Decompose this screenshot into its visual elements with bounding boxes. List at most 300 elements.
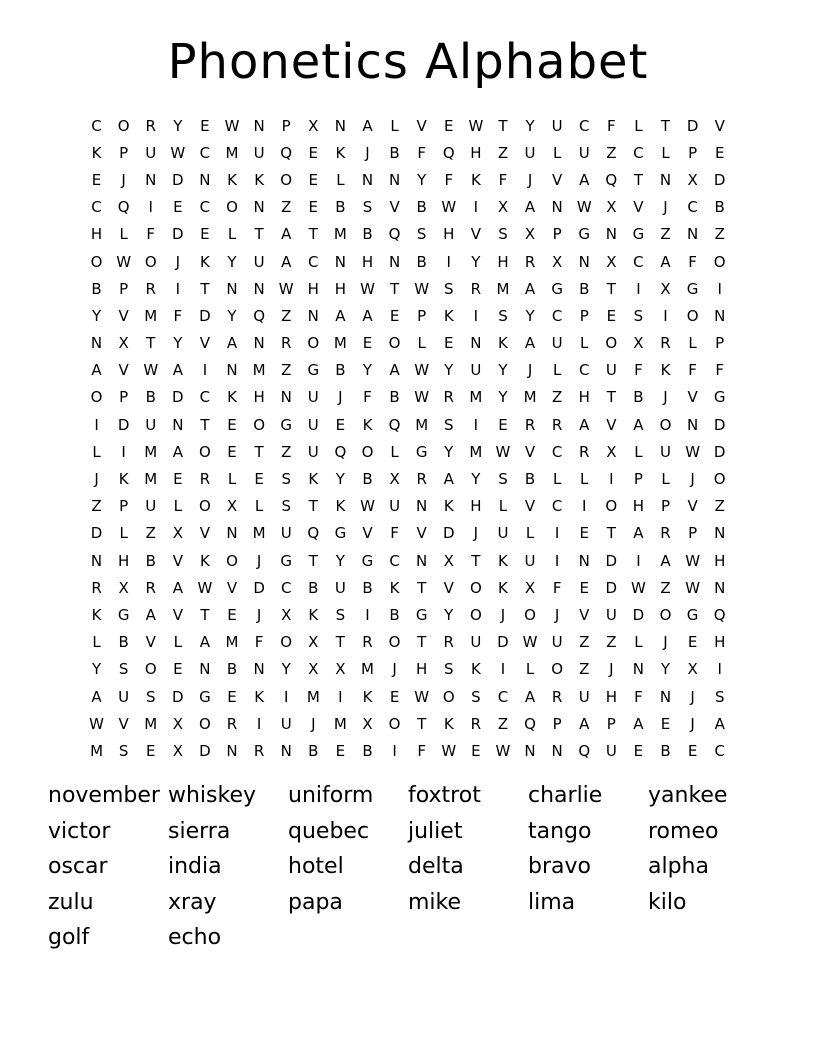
grid-letter[interactable]: I bbox=[392, 741, 397, 760]
grid-letter[interactable]: A bbox=[579, 714, 590, 733]
grid-letter[interactable]: U bbox=[334, 578, 346, 597]
grid-letter[interactable]: T bbox=[308, 497, 318, 516]
grid-letter[interactable]: B bbox=[335, 361, 346, 380]
grid-letter[interactable]: L bbox=[580, 334, 589, 353]
grid-letter[interactable]: P bbox=[417, 306, 427, 325]
grid-letter[interactable]: R bbox=[253, 741, 265, 760]
grid-letter[interactable]: J bbox=[311, 714, 316, 733]
grid-letter[interactable]: M bbox=[252, 524, 266, 543]
grid-letter[interactable]: P bbox=[119, 497, 129, 516]
grid-letter[interactable]: X bbox=[687, 660, 698, 679]
grid-letter[interactable]: R bbox=[470, 714, 482, 733]
grid-letter[interactable]: V bbox=[199, 334, 211, 353]
grid-letter[interactable]: O bbox=[713, 252, 726, 271]
grid-letter[interactable]: W bbox=[685, 578, 701, 597]
grid-letter[interactable]: R bbox=[551, 415, 563, 434]
grid-letter[interactable]: U bbox=[578, 687, 590, 706]
grid-letter[interactable]: V bbox=[416, 116, 427, 135]
grid-letter[interactable]: I bbox=[94, 415, 99, 434]
grid-letter[interactable]: F bbox=[417, 741, 426, 760]
grid-letter[interactable]: B bbox=[308, 578, 319, 597]
grid-letter[interactable]: X bbox=[335, 660, 346, 679]
grid-letter[interactable]: X bbox=[362, 714, 373, 733]
grid-letter[interactable]: E bbox=[389, 687, 400, 706]
grid-letter[interactable]: V bbox=[172, 605, 183, 624]
grid-letter[interactable]: W bbox=[414, 361, 430, 380]
grid-letter[interactable]: E bbox=[200, 116, 210, 135]
grid-letter[interactable]: B bbox=[389, 143, 400, 162]
grid-letter[interactable]: L bbox=[525, 660, 535, 679]
grid-letter[interactable]: W bbox=[441, 198, 457, 217]
grid-letter[interactable]: N bbox=[714, 524, 726, 543]
grid-letter[interactable]: K bbox=[227, 388, 237, 407]
grid-letter[interactable]: N bbox=[686, 415, 699, 434]
grid-letter[interactable]: A bbox=[281, 252, 292, 271]
grid-letter[interactable]: J bbox=[690, 714, 695, 733]
grid-letter[interactable]: J bbox=[663, 633, 668, 652]
grid-letter[interactable]: T bbox=[606, 388, 616, 407]
grid-letter[interactable]: O bbox=[280, 170, 293, 189]
grid-letter[interactable]: H bbox=[118, 551, 130, 570]
grid-letter[interactable]: C bbox=[714, 741, 725, 760]
grid-letter[interactable]: Q bbox=[253, 306, 266, 325]
grid-letter[interactable]: W bbox=[495, 442, 511, 461]
grid-letter[interactable]: N bbox=[632, 660, 645, 679]
grid-letter[interactable]: E bbox=[227, 442, 237, 461]
grid-letter[interactable]: D bbox=[199, 306, 211, 325]
grid-letter[interactable]: D bbox=[713, 170, 726, 189]
grid-letter[interactable]: A bbox=[579, 415, 590, 434]
grid-letter[interactable]: E bbox=[145, 741, 156, 760]
grid-letter[interactable]: U bbox=[145, 497, 157, 516]
grid-letter[interactable]: O bbox=[659, 605, 672, 624]
grid-letter[interactable]: I bbox=[473, 306, 479, 325]
grid-letter[interactable]: O bbox=[144, 660, 157, 679]
grid-letter[interactable]: N bbox=[714, 306, 726, 325]
grid-letter[interactable]: L bbox=[634, 442, 643, 461]
grid-letter[interactable]: V bbox=[145, 633, 156, 652]
grid-letter[interactable]: C bbox=[633, 143, 644, 162]
grid-letter[interactable]: T bbox=[146, 334, 156, 353]
grid-letter[interactable]: B bbox=[389, 388, 400, 407]
grid-letter[interactable]: L bbox=[552, 470, 562, 489]
grid-letter[interactable]: R bbox=[660, 334, 671, 353]
grid-letter[interactable]: C bbox=[389, 551, 400, 570]
grid-letter[interactable]: N bbox=[199, 660, 211, 679]
grid-letter[interactable]: R bbox=[91, 578, 102, 597]
grid-letter[interactable]: H bbox=[470, 143, 482, 162]
grid-letter[interactable]: M bbox=[225, 633, 239, 652]
grid-letter[interactable]: H bbox=[416, 660, 428, 679]
grid-letter[interactable]: F bbox=[634, 361, 643, 380]
grid-letter[interactable]: H bbox=[334, 279, 347, 298]
grid-letter[interactable]: O bbox=[199, 714, 211, 733]
grid-letter[interactable]: R bbox=[443, 633, 454, 652]
grid-letter[interactable]: N bbox=[253, 116, 265, 135]
grid-letter[interactable]: X bbox=[524, 578, 536, 597]
grid-letter[interactable]: N bbox=[199, 170, 211, 189]
grid-letter[interactable]: S bbox=[498, 470, 508, 489]
grid-letter[interactable]: D bbox=[253, 578, 265, 597]
grid-letter[interactable]: M bbox=[90, 741, 104, 760]
grid-letter[interactable]: H bbox=[307, 279, 319, 298]
grid-letter[interactable]: O bbox=[117, 116, 130, 135]
grid-letter[interactable]: G bbox=[415, 605, 428, 624]
grid-letter[interactable]: B bbox=[362, 578, 373, 597]
grid-letter[interactable]: K bbox=[91, 605, 102, 624]
grid-letter[interactable]: J bbox=[663, 198, 668, 217]
grid-letter[interactable]: M bbox=[333, 714, 347, 733]
grid-letter[interactable]: K bbox=[254, 170, 265, 189]
grid-letter[interactable]: V bbox=[443, 578, 454, 597]
grid-letter[interactable]: J bbox=[663, 388, 668, 407]
grid-letter[interactable]: P bbox=[660, 497, 671, 516]
grid-letter[interactable]: F bbox=[498, 170, 508, 189]
grid-letter[interactable]: I bbox=[473, 415, 479, 434]
grid-letter[interactable]: A bbox=[91, 687, 102, 706]
grid-letter[interactable]: F bbox=[363, 388, 372, 407]
grid-letter[interactable]: J bbox=[175, 252, 181, 271]
grid-letter[interactable]: J bbox=[256, 605, 262, 624]
grid-letter[interactable]: T bbox=[606, 279, 616, 298]
grid-letter[interactable]: B bbox=[91, 279, 102, 298]
grid-letter[interactable]: I bbox=[582, 497, 587, 516]
grid-letter[interactable]: P bbox=[715, 334, 725, 353]
grid-letter[interactable]: X bbox=[172, 741, 183, 760]
grid-letter[interactable]: X bbox=[606, 198, 617, 217]
grid-letter[interactable]: V bbox=[416, 524, 427, 543]
grid-letter[interactable]: I bbox=[148, 198, 153, 217]
grid-letter[interactable]: E bbox=[714, 143, 725, 162]
grid-letter[interactable]: F bbox=[715, 361, 725, 380]
grid-letter[interactable]: Z bbox=[606, 633, 617, 652]
grid-letter[interactable]: G bbox=[334, 524, 347, 543]
grid-letter[interactable]: U bbox=[118, 687, 130, 706]
grid-letter[interactable]: T bbox=[633, 170, 643, 189]
grid-letter[interactable]: I bbox=[717, 660, 722, 679]
grid-letter[interactable]: E bbox=[579, 578, 589, 597]
grid-letter[interactable]: U bbox=[307, 415, 319, 434]
grid-letter[interactable]: J bbox=[94, 470, 99, 489]
grid-letter[interactable]: P bbox=[552, 225, 562, 244]
grid-letter[interactable]: E bbox=[444, 116, 454, 135]
grid-letter[interactable]: W bbox=[143, 361, 159, 380]
grid-letter[interactable]: E bbox=[471, 741, 481, 760]
grid-letter[interactable]: B bbox=[389, 605, 400, 624]
grid-letter[interactable]: N bbox=[226, 741, 238, 760]
grid-letter[interactable]: O bbox=[361, 442, 374, 461]
grid-letter[interactable]: B bbox=[362, 741, 373, 760]
grid-letter[interactable]: A bbox=[714, 714, 725, 733]
grid-letter[interactable]: M bbox=[144, 714, 158, 733]
grid-letter[interactable]: G bbox=[686, 279, 699, 298]
grid-letter[interactable]: Y bbox=[417, 170, 427, 189]
grid-letter[interactable]: A bbox=[524, 334, 536, 353]
grid-letter[interactable]: M bbox=[144, 470, 158, 489]
grid-letter[interactable]: X bbox=[226, 497, 238, 516]
grid-letter[interactable]: S bbox=[498, 225, 508, 244]
grid-letter[interactable]: I bbox=[554, 524, 560, 543]
grid-letter[interactable]: P bbox=[688, 143, 698, 162]
grid-letter[interactable]: U bbox=[280, 714, 292, 733]
grid-letter[interactable]: P bbox=[119, 143, 129, 162]
grid-letter[interactable]: A bbox=[633, 524, 644, 543]
grid-letter[interactable]: R bbox=[280, 334, 292, 353]
grid-letter[interactable]: K bbox=[254, 687, 265, 706]
grid-letter[interactable]: E bbox=[200, 225, 210, 244]
grid-letter[interactable]: B bbox=[579, 279, 590, 298]
grid-letter[interactable]: S bbox=[118, 660, 129, 679]
grid-letter[interactable]: Z bbox=[714, 225, 725, 244]
grid-letter[interactable]: E bbox=[227, 605, 237, 624]
grid-letter[interactable]: M bbox=[225, 143, 239, 162]
grid-letter[interactable]: T bbox=[417, 578, 427, 597]
grid-letter[interactable]: W bbox=[414, 279, 430, 298]
grid-letter[interactable]: V bbox=[524, 497, 536, 516]
grid-letter[interactable]: E bbox=[173, 660, 183, 679]
grid-letter[interactable]: Z bbox=[497, 714, 509, 733]
grid-letter[interactable]: G bbox=[415, 442, 428, 461]
grid-letter[interactable]: V bbox=[199, 524, 211, 543]
grid-letter[interactable]: L bbox=[525, 524, 535, 543]
grid-letter[interactable]: H bbox=[361, 252, 374, 271]
grid-letter[interactable]: J bbox=[500, 605, 506, 624]
grid-letter[interactable]: G bbox=[280, 551, 293, 570]
grid-letter[interactable]: J bbox=[338, 388, 343, 407]
grid-letter[interactable]: Z bbox=[660, 225, 671, 244]
grid-letter[interactable]: R bbox=[226, 714, 238, 733]
grid-letter[interactable]: K bbox=[227, 170, 237, 189]
grid-letter[interactable]: J bbox=[554, 605, 560, 624]
grid-letter[interactable]: Z bbox=[281, 198, 292, 217]
grid-letter[interactable]: N bbox=[659, 687, 672, 706]
grid-letter[interactable]: A bbox=[443, 470, 454, 489]
grid-letter[interactable]: Z bbox=[281, 306, 292, 325]
grid-letter[interactable]: K bbox=[470, 660, 481, 679]
grid-letter[interactable]: Z bbox=[281, 442, 292, 461]
grid-letter[interactable]: D bbox=[497, 633, 509, 652]
grid-letter[interactable]: I bbox=[500, 660, 506, 679]
grid-letter[interactable]: V bbox=[362, 524, 373, 543]
grid-letter[interactable]: R bbox=[145, 116, 156, 135]
grid-letter[interactable]: V bbox=[226, 578, 238, 597]
grid-letter[interactable]: A bbox=[660, 252, 671, 271]
grid-letter[interactable]: T bbox=[335, 633, 345, 652]
grid-letter[interactable]: W bbox=[495, 741, 511, 760]
grid-letter[interactable]: L bbox=[390, 116, 399, 135]
grid-letter[interactable]: U bbox=[551, 633, 563, 652]
grid-letter[interactable]: O bbox=[713, 470, 726, 489]
grid-letter[interactable]: C bbox=[687, 198, 698, 217]
grid-letter[interactable]: Q bbox=[388, 225, 401, 244]
grid-letter[interactable]: E bbox=[335, 741, 346, 760]
grid-letter[interactable]: C bbox=[551, 497, 563, 516]
grid-letter[interactable]: L bbox=[552, 361, 562, 380]
grid-letter[interactable]: L bbox=[173, 633, 182, 652]
grid-letter[interactable]: V bbox=[606, 415, 617, 434]
grid-letter[interactable]: N bbox=[172, 415, 184, 434]
grid-letter[interactable]: O bbox=[524, 605, 536, 624]
grid-letter[interactable]: S bbox=[498, 306, 508, 325]
grid-letter[interactable]: T bbox=[417, 633, 427, 652]
grid-letter[interactable]: S bbox=[145, 687, 156, 706]
grid-letter[interactable]: W bbox=[414, 388, 430, 407]
grid-letter[interactable]: J bbox=[121, 170, 126, 189]
grid-letter[interactable]: Y bbox=[362, 361, 373, 380]
grid-letter[interactable]: L bbox=[92, 442, 101, 461]
grid-letter[interactable]: K bbox=[443, 714, 454, 733]
grid-letter[interactable]: H bbox=[714, 633, 726, 652]
grid-letter[interactable]: G bbox=[117, 605, 130, 624]
grid-letter[interactable]: Y bbox=[173, 116, 183, 135]
grid-letter[interactable]: W bbox=[441, 741, 457, 760]
grid-letter[interactable]: M bbox=[469, 388, 483, 407]
grid-letter[interactable]: S bbox=[416, 225, 427, 244]
grid-letter[interactable]: N bbox=[388, 252, 401, 271]
grid-letter[interactable]: F bbox=[688, 361, 697, 380]
grid-letter[interactable]: Y bbox=[525, 306, 535, 325]
grid-letter[interactable]: R bbox=[416, 470, 427, 489]
grid-letter[interactable]: B bbox=[416, 252, 427, 271]
grid-letter[interactable]: V bbox=[687, 388, 698, 407]
grid-letter[interactable]: T bbox=[200, 415, 210, 434]
grid-letter[interactable]: J bbox=[690, 687, 695, 706]
grid-letter[interactable]: O bbox=[253, 415, 266, 434]
grid-letter[interactable]: X bbox=[687, 170, 698, 189]
grid-letter[interactable]: P bbox=[119, 388, 129, 407]
grid-letter[interactable]: H bbox=[470, 497, 482, 516]
grid-letter[interactable]: W bbox=[116, 252, 132, 271]
grid-letter[interactable]: I bbox=[609, 470, 614, 489]
grid-letter[interactable]: N bbox=[145, 170, 157, 189]
grid-letter[interactable]: I bbox=[554, 551, 560, 570]
grid-letter[interactable]: E bbox=[227, 415, 237, 434]
grid-letter[interactable]: A bbox=[172, 361, 183, 380]
grid-letter[interactable]: M bbox=[361, 660, 374, 679]
grid-letter[interactable]: U bbox=[253, 143, 265, 162]
grid-letter[interactable]: O bbox=[659, 415, 672, 434]
grid-letter[interactable]: I bbox=[663, 306, 668, 325]
grid-letter[interactable]: W bbox=[224, 116, 240, 135]
grid-letter[interactable]: I bbox=[338, 687, 343, 706]
grid-letter[interactable]: R bbox=[524, 415, 536, 434]
grid-letter[interactable]: O bbox=[199, 497, 211, 516]
grid-letter[interactable]: U bbox=[578, 143, 590, 162]
grid-letter[interactable]: X bbox=[308, 660, 319, 679]
grid-letter[interactable]: V bbox=[118, 306, 129, 325]
grid-letter[interactable]: P bbox=[633, 470, 643, 489]
grid-letter[interactable]: T bbox=[660, 116, 671, 135]
grid-letter[interactable]: U bbox=[551, 116, 563, 135]
grid-letter[interactable]: K bbox=[498, 334, 508, 353]
grid-letter[interactable]: L bbox=[254, 497, 264, 516]
grid-letter[interactable]: C bbox=[551, 442, 563, 461]
grid-letter[interactable]: F bbox=[688, 252, 697, 271]
grid-letter[interactable]: U bbox=[470, 633, 482, 652]
grid-letter[interactable]: N bbox=[280, 741, 292, 760]
grid-letter[interactable]: M bbox=[252, 361, 266, 380]
grid-letter[interactable]: Z bbox=[281, 361, 292, 380]
grid-letter[interactable]: E bbox=[308, 170, 319, 189]
grid-letter[interactable]: N bbox=[253, 660, 265, 679]
grid-letter[interactable]: J bbox=[392, 660, 397, 679]
grid-letter[interactable]: P bbox=[552, 714, 562, 733]
grid-letter[interactable]: K bbox=[362, 415, 373, 434]
grid-letter[interactable]: H bbox=[578, 388, 590, 407]
grid-letter[interactable]: N bbox=[334, 252, 346, 271]
grid-letter[interactable]: B bbox=[145, 388, 156, 407]
grid-letter[interactable]: W bbox=[360, 279, 375, 298]
grid-letter[interactable]: O bbox=[280, 633, 293, 652]
grid-letter[interactable]: H bbox=[497, 252, 509, 271]
grid-letter[interactable]: W bbox=[360, 497, 375, 516]
grid-letter[interactable]: N bbox=[226, 524, 238, 543]
grid-letter[interactable]: K bbox=[200, 551, 210, 570]
grid-letter[interactable]: I bbox=[636, 551, 641, 570]
grid-letter[interactable]: N bbox=[686, 225, 699, 244]
grid-letter[interactable]: C bbox=[199, 143, 211, 162]
grid-letter[interactable]: L bbox=[173, 497, 182, 516]
grid-letter[interactable]: G bbox=[713, 388, 726, 407]
grid-letter[interactable]: V bbox=[552, 170, 563, 189]
grid-letter[interactable]: B bbox=[308, 741, 319, 760]
grid-letter[interactable]: D bbox=[605, 551, 618, 570]
grid-letter[interactable]: G bbox=[632, 225, 645, 244]
grid-letter[interactable]: L bbox=[336, 170, 345, 189]
grid-letter[interactable]: T bbox=[254, 442, 264, 461]
grid-letter[interactable]: N bbox=[307, 306, 319, 325]
grid-letter[interactable]: N bbox=[280, 388, 292, 407]
grid-letter[interactable]: D bbox=[632, 605, 645, 624]
grid-letter[interactable]: B bbox=[226, 660, 238, 679]
grid-letter[interactable]: Y bbox=[471, 252, 481, 271]
grid-letter[interactable]: D bbox=[199, 741, 211, 760]
grid-letter[interactable]: M bbox=[144, 442, 158, 461]
grid-letter[interactable]: Z bbox=[497, 143, 509, 162]
grid-letter[interactable]: Z bbox=[606, 143, 617, 162]
grid-letter[interactable]: C bbox=[199, 388, 211, 407]
grid-letter[interactable]: N bbox=[388, 170, 401, 189]
grid-letter[interactable]: W bbox=[631, 578, 646, 597]
grid-letter[interactable]: N bbox=[551, 198, 563, 217]
grid-letter[interactable]: O bbox=[307, 334, 320, 353]
grid-letter[interactable]: Y bbox=[91, 306, 102, 325]
grid-letter[interactable]: A bbox=[579, 170, 590, 189]
grid-letter[interactable]: I bbox=[473, 198, 479, 217]
grid-letter[interactable]: L bbox=[580, 470, 589, 489]
grid-letter[interactable]: A bbox=[524, 687, 536, 706]
grid-letter[interactable]: O bbox=[90, 252, 103, 271]
grid-letter[interactable]: K bbox=[118, 470, 129, 489]
grid-letter[interactable]: O bbox=[226, 551, 238, 570]
grid-letter[interactable]: O bbox=[605, 497, 618, 516]
grid-letter[interactable]: Y bbox=[444, 442, 454, 461]
grid-letter[interactable]: K bbox=[91, 143, 102, 162]
grid-letter[interactable]: A bbox=[524, 198, 536, 217]
grid-letter[interactable]: A bbox=[633, 415, 644, 434]
grid-letter[interactable]: K bbox=[498, 551, 508, 570]
grid-letter[interactable]: L bbox=[119, 524, 128, 543]
grid-letter[interactable]: G bbox=[361, 551, 374, 570]
grid-letter[interactable]: I bbox=[446, 252, 451, 271]
grid-letter[interactable]: W bbox=[278, 279, 294, 298]
grid-letter[interactable]: E bbox=[444, 334, 454, 353]
grid-letter[interactable]: O bbox=[388, 334, 401, 353]
grid-letter[interactable]: N bbox=[226, 279, 238, 298]
grid-letter[interactable]: N bbox=[578, 252, 590, 271]
grid-letter[interactable]: Y bbox=[335, 470, 345, 489]
grid-letter[interactable]: N bbox=[605, 225, 617, 244]
